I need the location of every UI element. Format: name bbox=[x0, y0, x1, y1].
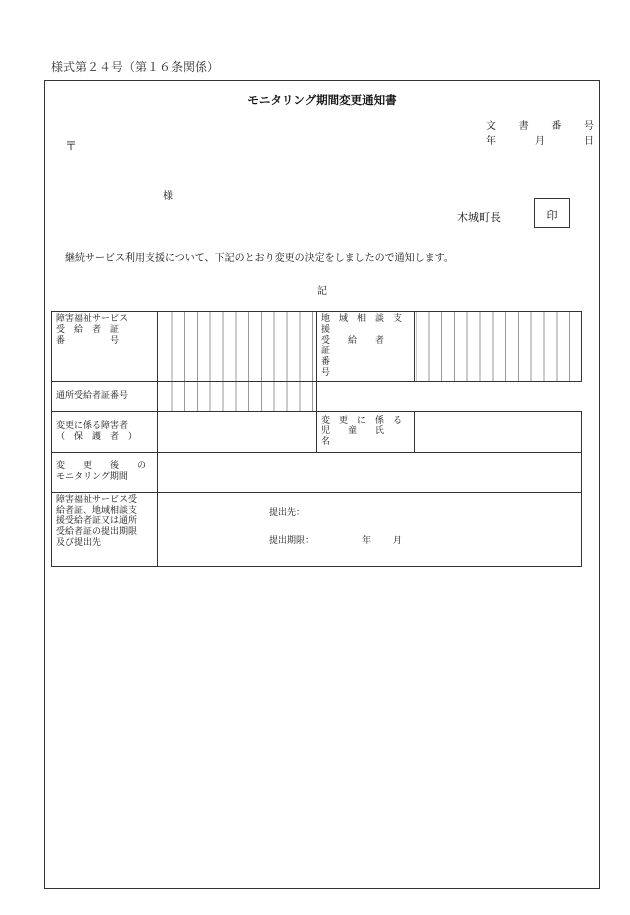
doc-number-char: 番 bbox=[551, 121, 562, 132]
label-line: 障害福祉サービス受 bbox=[56, 494, 138, 505]
day-service-cert-label bbox=[52, 381, 158, 411]
doc-number-char: 文 bbox=[486, 121, 496, 132]
label-line: 変 更 に 係 る bbox=[321, 415, 403, 426]
date-day: 日 bbox=[584, 136, 594, 147]
guardian-name-field[interactable] bbox=[158, 411, 317, 452]
child-name-field[interactable] bbox=[415, 411, 582, 452]
table-row bbox=[52, 381, 582, 411]
deadline-label: 提出期限： bbox=[269, 535, 315, 546]
label-line: （ 保 護 者 ） bbox=[56, 431, 138, 442]
table-row bbox=[52, 452, 582, 492]
label-line: 障害福祉サービス bbox=[56, 314, 129, 324]
document-frame bbox=[44, 80, 600, 889]
community-cert-number-field[interactable] bbox=[415, 312, 582, 382]
submit-to-label: 提出先： bbox=[269, 507, 306, 518]
child-name-label bbox=[317, 411, 415, 452]
label-line: 番 号 bbox=[56, 335, 120, 346]
blank-cell bbox=[317, 381, 582, 411]
notification-table bbox=[51, 311, 582, 567]
date-label bbox=[486, 132, 594, 147]
community-cert-label bbox=[317, 312, 415, 382]
label-line: モニタリング期間 bbox=[56, 472, 128, 483]
table-row bbox=[52, 411, 582, 452]
document-title: モニタリング期間変更通知書 bbox=[247, 93, 397, 107]
day-service-cert-number-field[interactable] bbox=[158, 381, 317, 411]
form-number: 様式第２４号（第１６条関係） bbox=[51, 60, 220, 74]
deadline-year: 年 bbox=[362, 535, 372, 546]
doc-number-char: 書 bbox=[518, 121, 529, 132]
submission-label bbox=[52, 492, 158, 566]
label-line: 受 給 者 証 bbox=[56, 324, 120, 335]
new-period-field[interactable] bbox=[158, 452, 582, 492]
guardian-label bbox=[52, 411, 158, 452]
issuer-name: 木城町長 bbox=[457, 211, 501, 224]
recipient-cert-label bbox=[52, 312, 158, 382]
body-text: 継続サービス利用支援について、下記のとおり変更の決定をしましたので通知します。 bbox=[65, 253, 454, 264]
new-period-label bbox=[52, 452, 158, 492]
deadline-month: 月 bbox=[393, 535, 403, 546]
ki-heading: 記 bbox=[317, 286, 327, 297]
document-number-label bbox=[486, 117, 594, 132]
label-line: 地 域 相 談 支 援 bbox=[321, 314, 412, 335]
label-line: 及び提出先 bbox=[56, 537, 102, 548]
label-line: 変更に係る障害者 bbox=[56, 420, 129, 431]
label-line: 変 更 後 の bbox=[56, 461, 147, 472]
label-line: 援受給者証又は通所 bbox=[56, 516, 138, 527]
date-month: 月 bbox=[535, 136, 545, 147]
date-year: 年 bbox=[486, 136, 496, 147]
label-line: 番 号 bbox=[321, 357, 403, 378]
recipient-cert-number-field[interactable] bbox=[158, 312, 317, 382]
submission-field[interactable] bbox=[158, 492, 582, 566]
seal-text: 印 bbox=[546, 209, 558, 222]
addressee-honorific: 様 bbox=[163, 191, 173, 202]
doc-number-char: 号 bbox=[583, 121, 594, 132]
label-line: 給者証、地域相談支 bbox=[56, 505, 138, 516]
label-line: 受 給 者 証 bbox=[321, 335, 403, 357]
label-line: 児 童 氏 名 bbox=[321, 426, 403, 448]
postal-mark: 〒 bbox=[65, 139, 78, 153]
label-line: 通所受給者証番号 bbox=[56, 390, 129, 401]
table-row bbox=[52, 312, 582, 382]
label-line: 受給者証の提出期限 bbox=[56, 527, 138, 538]
seal-box bbox=[534, 198, 570, 228]
table-row bbox=[52, 492, 582, 566]
